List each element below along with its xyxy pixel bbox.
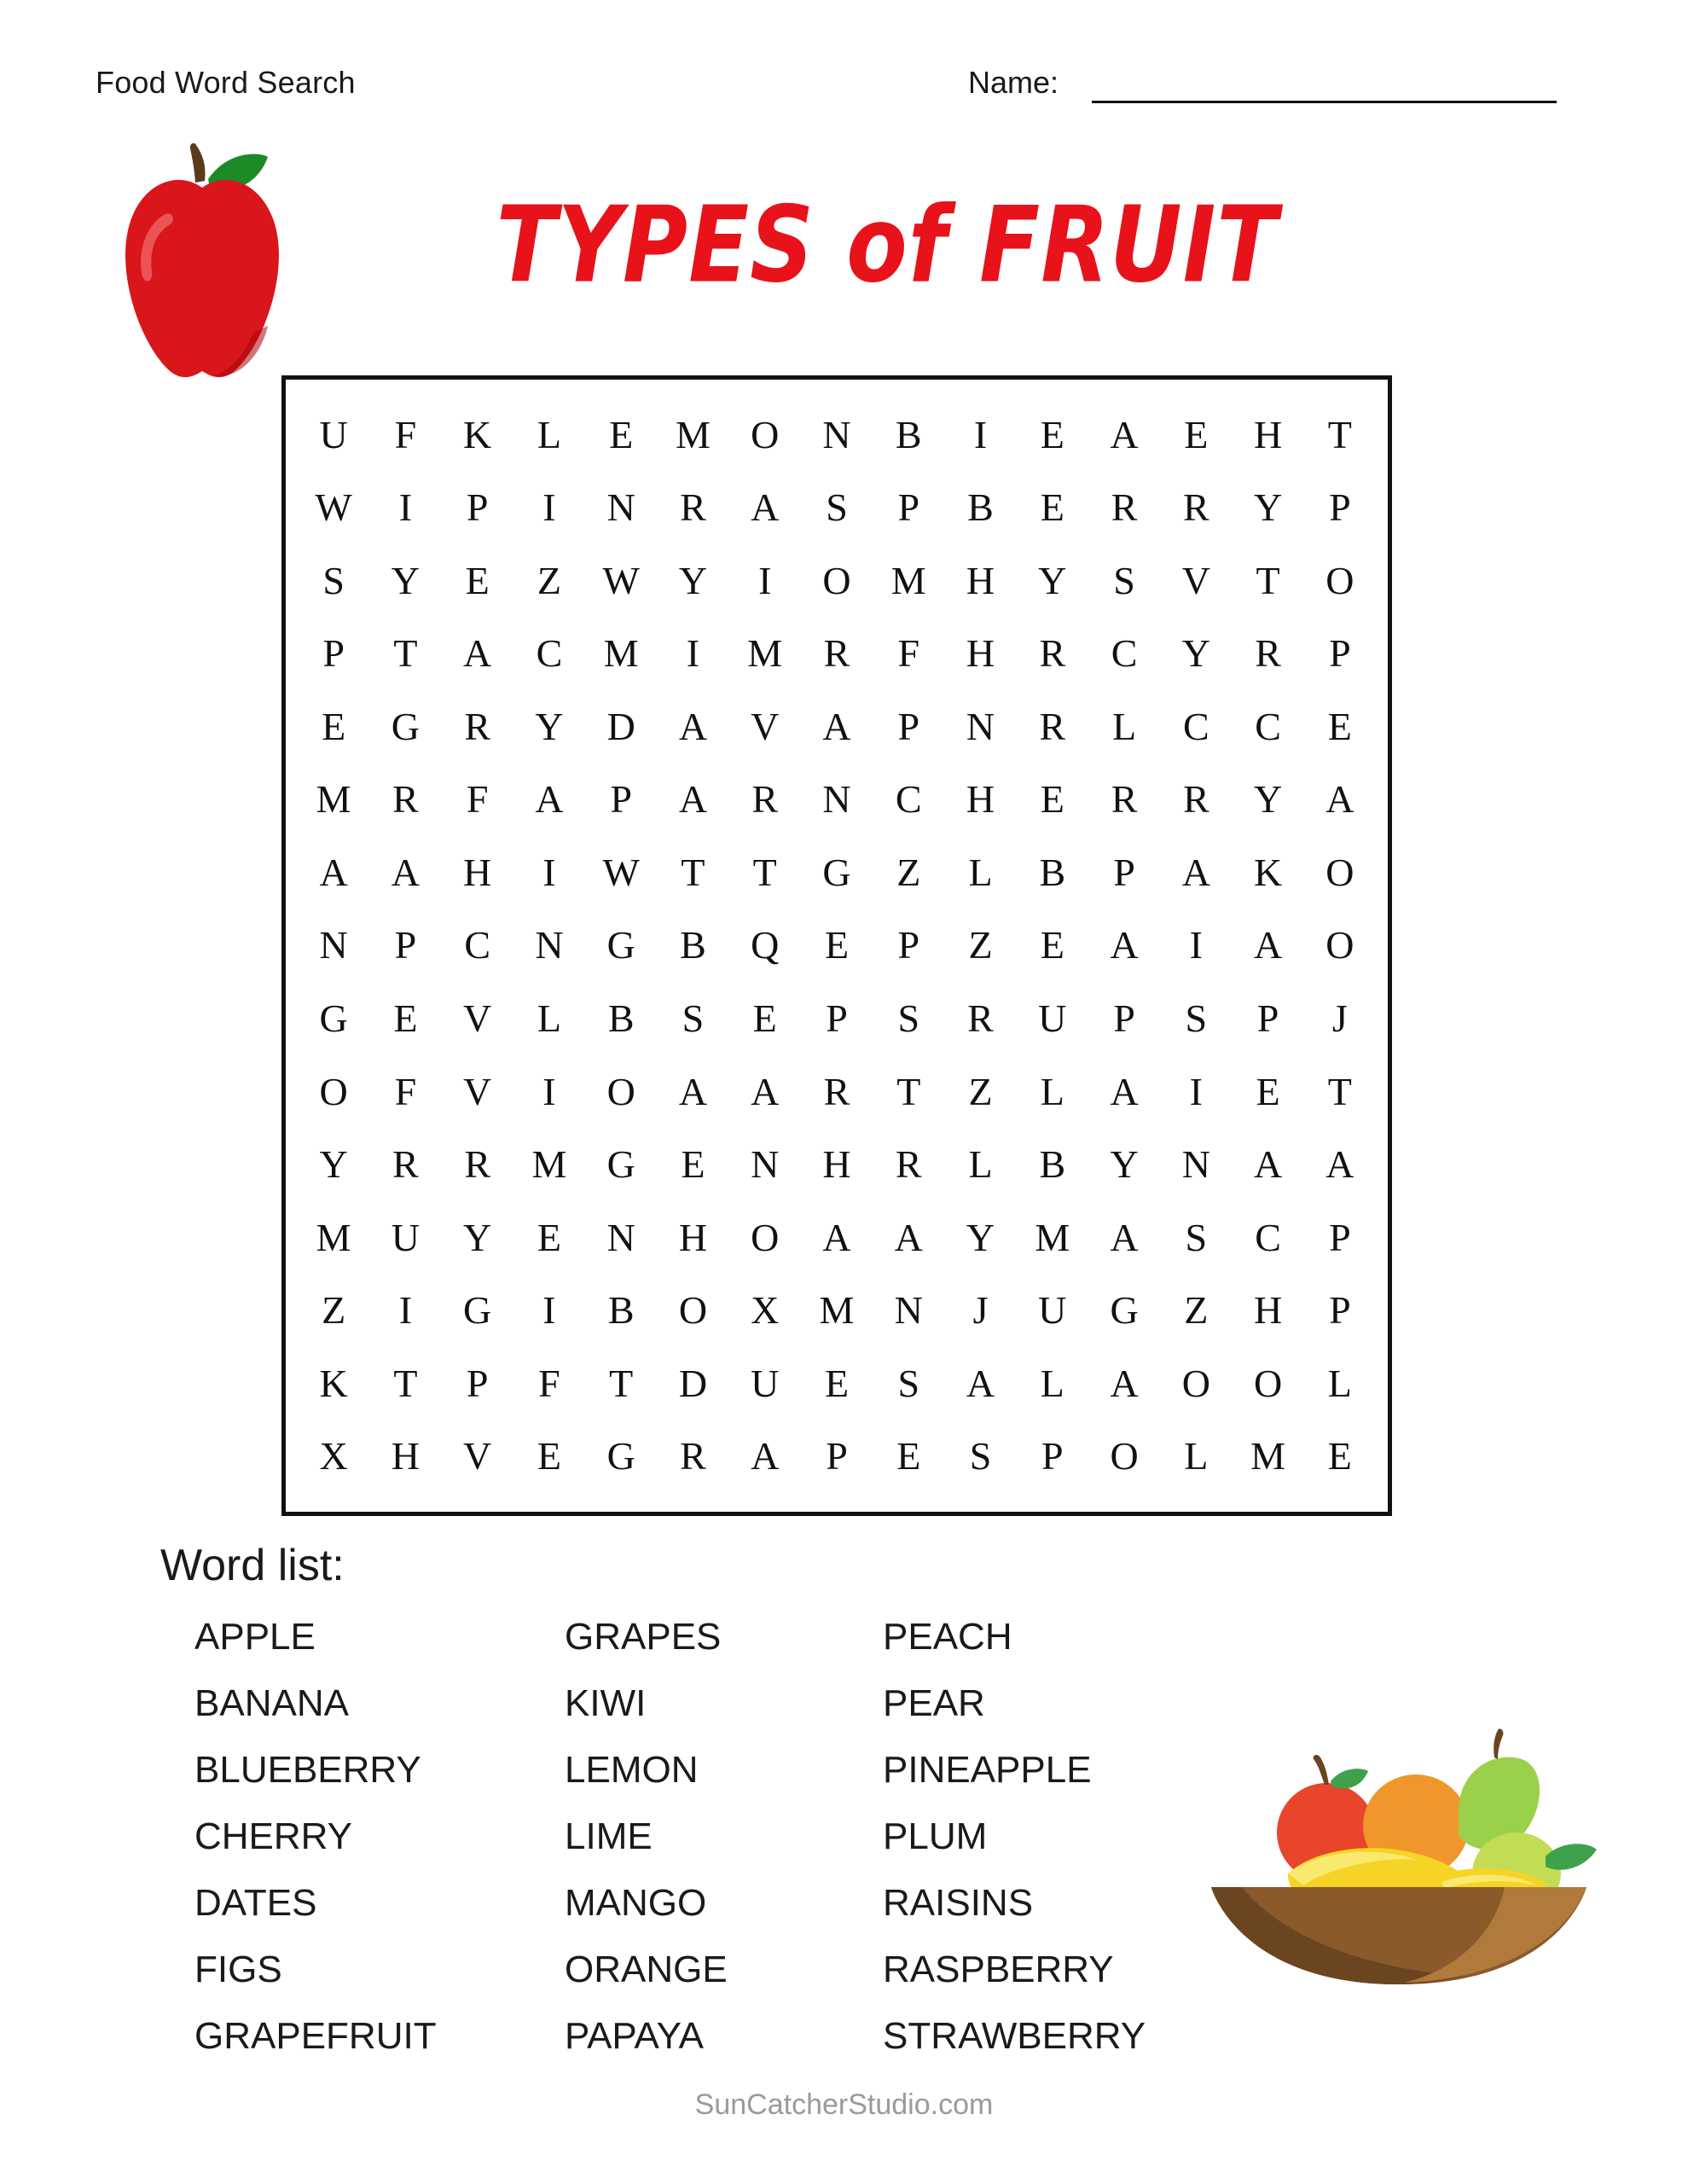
word-list-item[interactable]: ORANGE	[565, 1949, 728, 1990]
grid-cell[interactable]: A	[391, 850, 421, 894]
grid-cell[interactable]: T	[393, 1361, 418, 1405]
grid-cell[interactable]: T	[609, 1361, 634, 1405]
grid-cell[interactable]: P	[1329, 485, 1351, 530]
grid-cell[interactable]: Z	[1184, 1288, 1209, 1333]
grid-cell[interactable]: A	[751, 1069, 780, 1113]
grid-cell[interactable]: R	[967, 996, 994, 1041]
grid-cell[interactable]: E	[1327, 704, 1352, 748]
grid-cell[interactable]: Y	[1038, 558, 1067, 602]
grid-cell[interactable]: Z	[968, 923, 993, 967]
grid-cell[interactable]: A	[822, 1215, 851, 1259]
grid-cell[interactable]: M	[316, 777, 351, 822]
grid-cell[interactable]: O	[1181, 1361, 1210, 1405]
grid-cell[interactable]: I	[542, 485, 556, 530]
grid-cell[interactable]: C	[895, 777, 922, 822]
grid-cell[interactable]: Y	[1181, 631, 1210, 676]
grid-cell[interactable]: V	[751, 704, 780, 748]
grid-cell[interactable]: O	[1325, 923, 1354, 967]
grid-cell[interactable]: B	[1039, 1142, 1066, 1187]
grid-cell[interactable]: E	[322, 704, 346, 748]
grid-cell[interactable]: U	[319, 412, 348, 456]
grid-cell[interactable]: G	[606, 1434, 635, 1478]
grid-cell[interactable]: R	[1039, 631, 1066, 676]
grid-cell[interactable]: T	[393, 631, 418, 676]
grid-cell[interactable]: O	[1325, 850, 1354, 894]
word-list-item[interactable]: RAISINS	[883, 1882, 1034, 1924]
grid-cell[interactable]: E	[393, 996, 418, 1041]
grid-cell[interactable]: W	[315, 485, 352, 530]
grid-cell[interactable]: L	[1040, 1069, 1064, 1113]
grid-cell[interactable]: T	[752, 850, 777, 894]
grid-cell[interactable]: E	[824, 1361, 850, 1405]
grid-cell[interactable]: A	[678, 777, 708, 822]
grid-cell[interactable]: S	[969, 1434, 992, 1478]
word-list-item[interactable]: CHERRY	[194, 1815, 353, 1857]
grid-cell[interactable]: N	[966, 704, 995, 748]
grid-cell[interactable]: G	[319, 996, 348, 1041]
grid-cell[interactable]: Y	[966, 1215, 995, 1259]
grid-cell[interactable]: M	[676, 412, 711, 456]
grid-cell[interactable]: W	[602, 558, 640, 602]
grid-cell[interactable]: E	[537, 1215, 561, 1259]
word-list-item[interactable]: MANGO	[565, 1882, 707, 1924]
word-list-item[interactable]: GRAPES	[565, 1616, 722, 1658]
grid-cell[interactable]: C	[1255, 1215, 1281, 1259]
grid-cell[interactable]: F	[466, 777, 489, 822]
grid-cell[interactable]: F	[394, 412, 417, 456]
grid-cell[interactable]: A	[1325, 1142, 1354, 1187]
grid-cell[interactable]: Y	[678, 558, 708, 602]
grid-cell[interactable]: L	[1327, 1361, 1352, 1405]
grid-cell[interactable]: B	[895, 412, 922, 456]
grid-cell[interactable]: N	[1181, 1142, 1210, 1187]
grid-cell[interactable]: I	[973, 412, 988, 456]
grid-cell[interactable]: M	[316, 1215, 351, 1259]
grid-cell[interactable]: L	[1040, 1361, 1064, 1405]
word-list-item[interactable]: LEMON	[565, 1749, 699, 1791]
word-list-item[interactable]: KIWI	[565, 1682, 647, 1724]
grid-cell[interactable]: F	[897, 631, 920, 676]
grid-cell[interactable]: G	[606, 923, 635, 967]
grid-cell[interactable]: O	[1253, 1361, 1283, 1405]
grid-cell[interactable]: P	[610, 777, 632, 822]
grid-cell[interactable]: P	[394, 923, 417, 967]
grid-cell[interactable]: E	[465, 558, 490, 602]
grid-cell[interactable]: P	[322, 631, 345, 676]
grid-cell[interactable]: P	[1329, 631, 1351, 676]
word-list-column-3	[883, 1604, 1146, 2070]
grid-cell[interactable]: A	[1110, 1215, 1139, 1259]
grid-cell[interactable]: A	[1325, 777, 1354, 822]
grid-cell[interactable]: P	[826, 1434, 848, 1478]
grid-cell[interactable]: P	[1329, 1215, 1351, 1259]
grid-cell[interactable]: N	[822, 777, 851, 822]
grid-cell[interactable]: G	[822, 850, 851, 894]
grid-cell[interactable]: R	[1111, 485, 1138, 530]
grid-cell[interactable]: N	[319, 923, 348, 967]
grid-cell[interactable]: D	[606, 704, 635, 748]
grid-cell[interactable]: J	[972, 1288, 989, 1333]
word-list-item[interactable]: LIME	[565, 1815, 653, 1857]
grid-cell[interactable]: G	[606, 1142, 635, 1187]
grid-cell[interactable]: A	[751, 485, 780, 530]
grid-cell[interactable]: V	[463, 1069, 492, 1113]
grid-cell[interactable]: Z	[322, 1288, 346, 1333]
grid-cell[interactable]: G	[1110, 1288, 1139, 1333]
worksheet-type-label: Food Word Search	[96, 65, 356, 100]
word-list-column-2	[565, 1604, 728, 2070]
grid-cell[interactable]: R	[1182, 777, 1209, 822]
grid-cell[interactable]: G	[463, 1288, 492, 1333]
grid-cell[interactable]: R	[464, 704, 490, 748]
grid-cell[interactable]: H	[1253, 412, 1283, 456]
grid-cell[interactable]: P	[897, 923, 920, 967]
grid-cell[interactable]: I	[542, 1288, 556, 1333]
grid-cell[interactable]: I	[1189, 1069, 1203, 1113]
grid-cell[interactable]: I	[686, 631, 700, 676]
grid-cell[interactable]: A	[1110, 1069, 1139, 1113]
word-list-item[interactable]: BLUEBERRY	[194, 1749, 421, 1791]
grid-cell[interactable]: H	[966, 558, 995, 602]
grid-cell[interactable]: K	[1253, 850, 1283, 894]
grid-cell[interactable]: C	[1111, 631, 1138, 676]
grid-cell[interactable]: P	[1113, 996, 1135, 1041]
word-list-item[interactable]: APPLE	[194, 1616, 316, 1658]
grid-cell[interactable]: E	[537, 1434, 561, 1478]
grid-cell[interactable]: Y	[1110, 1142, 1139, 1187]
grid-cell[interactable]: S	[1113, 558, 1135, 602]
grid-cell[interactable]: E	[824, 923, 850, 967]
grid-cell[interactable]: A	[535, 777, 564, 822]
grid-cell[interactable]: E	[1040, 923, 1064, 967]
grid-cell[interactable]: F	[394, 1069, 417, 1113]
grid-cell[interactable]: D	[678, 1361, 708, 1405]
grid-cell[interactable]: A	[678, 1069, 708, 1113]
footer-attribution: SunCatcherStudio.com	[694, 2088, 994, 2121]
grid-cell[interactable]: H	[463, 850, 492, 894]
word-list-item[interactable]: PEACH	[883, 1616, 1012, 1658]
grid-cell[interactable]: Z	[896, 850, 921, 894]
grid-cell[interactable]: A	[822, 704, 851, 748]
word-list-item[interactable]: BANANA	[194, 1682, 349, 1724]
grid-cell[interactable]: N	[535, 923, 564, 967]
grid-cell[interactable]: U	[751, 1361, 780, 1405]
grid-cell[interactable]: Y	[463, 1215, 492, 1259]
grid-cell[interactable]: P	[897, 485, 920, 530]
grid-cell[interactable]: B	[607, 996, 635, 1041]
grid-cell[interactable]: P	[826, 996, 848, 1041]
grid-cell[interactable]: P	[466, 485, 489, 530]
grid-cell[interactable]: V	[1181, 558, 1210, 602]
name-label: Name:	[968, 65, 1059, 100]
word-list-heading: Word list:	[160, 1541, 345, 1590]
grid-cell[interactable]: T	[896, 1069, 921, 1113]
grid-cell[interactable]: Z	[537, 558, 561, 602]
grid-cell[interactable]: A	[1181, 850, 1210, 894]
grid-cell[interactable]: E	[896, 1434, 921, 1478]
grid-cell[interactable]: L	[1112, 704, 1137, 748]
grid-cell[interactable]: E	[1040, 412, 1064, 456]
grid-cell[interactable]: K	[319, 1361, 348, 1405]
grid-cell[interactable]: Q	[751, 923, 780, 967]
grid-cell[interactable]: L	[1184, 1434, 1209, 1478]
grid-cell[interactable]: B	[967, 485, 994, 530]
grid-cell[interactable]: Y	[1253, 777, 1283, 822]
grid-cell[interactable]: C	[1182, 704, 1209, 748]
grid-cell[interactable]: A	[751, 1434, 780, 1478]
grid-cell[interactable]: N	[894, 1288, 923, 1333]
grid-cell[interactable]: A	[1110, 1361, 1139, 1405]
grid-cell[interactable]: A	[894, 1215, 923, 1259]
grid-cell[interactable]: E	[752, 996, 777, 1041]
grid-cell[interactable]: S	[1185, 1215, 1208, 1259]
grid-cell[interactable]: N	[606, 1215, 635, 1259]
grid-cell[interactable]: F	[538, 1361, 560, 1405]
word-list-item[interactable]: PEAR	[883, 1682, 985, 1724]
grid-cell[interactable]: O	[822, 558, 851, 602]
grid-cell[interactable]: A	[319, 850, 348, 894]
grid-cell[interactable]: M	[603, 631, 639, 676]
grid-cell[interactable]: R	[464, 1142, 490, 1187]
word-list-item[interactable]: PAPAYA	[565, 2015, 705, 2057]
grid-cell[interactable]: K	[463, 412, 492, 456]
word-list-item[interactable]: PINEAPPLE	[883, 1749, 1092, 1791]
grid-cell[interactable]: S	[322, 558, 345, 602]
grid-cell[interactable]: Y	[391, 558, 421, 602]
grid-cell[interactable]: L	[537, 996, 561, 1041]
word-list-column-1	[194, 1604, 437, 2070]
grid-cell[interactable]: E	[609, 412, 634, 456]
grid-cell[interactable]: E	[1327, 1434, 1352, 1478]
grid-cell[interactable]: A	[966, 1361, 995, 1405]
page-title: TYPES of FRUIT	[496, 183, 1279, 306]
grid-cell[interactable]: B	[680, 923, 706, 967]
grid-cell[interactable]: M	[1250, 1434, 1286, 1478]
grid-cell[interactable]: V	[463, 996, 492, 1041]
grid-cell[interactable]: O	[319, 1069, 348, 1113]
grid-cell[interactable]: R	[823, 631, 850, 676]
word-list-item[interactable]: GRAPEFRUIT	[194, 2015, 437, 2057]
grid-cell[interactable]: R	[1111, 777, 1138, 822]
grid-cell[interactable]: S	[897, 996, 920, 1041]
grid-cell[interactable]: O	[751, 412, 780, 456]
grid-cell[interactable]: H	[678, 1215, 708, 1259]
grid-cell[interactable]: I	[542, 850, 556, 894]
grid-cell[interactable]: H	[1253, 1288, 1283, 1333]
grid-cell[interactable]: R	[680, 1434, 706, 1478]
grid-cell[interactable]: M	[1035, 1215, 1070, 1259]
grid-cell[interactable]: I	[1189, 923, 1203, 967]
grid-cell[interactable]: P	[466, 1361, 489, 1405]
grid-cell[interactable]: I	[398, 485, 413, 530]
grid-cell[interactable]: T	[1327, 1069, 1352, 1113]
fruit-bowl-icon	[1160, 1706, 1604, 1988]
grid-cell[interactable]: I	[398, 1288, 413, 1333]
grid-cell[interactable]: R	[1039, 704, 1066, 748]
grid-cell[interactable]: O	[751, 1215, 780, 1259]
grid-cell[interactable]: O	[606, 1069, 635, 1113]
word-list-item[interactable]: PLUM	[883, 1815, 988, 1857]
page-header	[0, 65, 1688, 116]
grid-cell[interactable]: N	[822, 412, 851, 456]
grid-cell[interactable]: P	[1041, 1434, 1064, 1478]
grid-cell[interactable]: H	[966, 631, 995, 676]
grid-cell[interactable]: A	[463, 631, 492, 676]
grid-cell[interactable]: Y	[319, 1142, 348, 1187]
grid-cell[interactable]: T	[681, 850, 705, 894]
grid-cell[interactable]: E	[681, 1142, 705, 1187]
grid-cell[interactable]: M	[747, 631, 783, 676]
grid-cell[interactable]: J	[1331, 996, 1348, 1041]
grid-cell[interactable]: O	[1110, 1434, 1139, 1478]
grid-cell[interactable]: E	[1040, 485, 1064, 530]
word-list-item[interactable]: FIGS	[194, 1949, 282, 1990]
grid-cell[interactable]: O	[1325, 558, 1354, 602]
grid-cell[interactable]: R	[1182, 485, 1209, 530]
grid-cell[interactable]: Y	[1253, 485, 1283, 530]
grid-cell[interactable]: P	[1256, 996, 1279, 1041]
grid-cell[interactable]: L	[968, 850, 993, 894]
grid-cell[interactable]: P	[1113, 850, 1135, 894]
grid-cell[interactable]: M	[531, 1142, 567, 1187]
grid-cell[interactable]: S	[1185, 996, 1208, 1041]
grid-cell[interactable]: A	[1110, 412, 1139, 456]
letter-grid[interactable]	[286, 380, 1388, 1512]
grid-cell[interactable]: A	[1110, 923, 1139, 967]
grid-cell[interactable]: G	[391, 704, 421, 748]
grid-cell[interactable]: M	[819, 1288, 855, 1333]
apple-icon	[78, 136, 326, 392]
grid-cell[interactable]: T	[1256, 558, 1280, 602]
grid-cell[interactable]: S	[682, 996, 705, 1041]
grid-cell[interactable]: H	[966, 777, 995, 822]
grid-cell[interactable]: E	[1184, 412, 1209, 456]
grid-cell[interactable]: A	[1253, 1142, 1283, 1187]
grid-cell[interactable]: I	[542, 1069, 556, 1113]
grid-cell[interactable]: V	[463, 1434, 492, 1478]
grid-cell[interactable]: A	[678, 704, 708, 748]
grid-cell[interactable]: E	[1256, 1069, 1280, 1113]
grid-cell[interactable]: U	[1038, 996, 1067, 1041]
grid-cell[interactable]: X	[751, 1288, 780, 1333]
grid-cell[interactable]: L	[537, 412, 561, 456]
grid-cell[interactable]: U	[1038, 1288, 1067, 1333]
grid-cell[interactable]: C	[536, 631, 563, 676]
grid-cell[interactable]: P	[897, 704, 920, 748]
grid-cell[interactable]: Z	[968, 1069, 993, 1113]
grid-cell[interactable]: L	[968, 1142, 993, 1187]
grid-cell[interactable]: N	[606, 485, 635, 530]
grid-cell[interactable]: O	[678, 1288, 708, 1333]
grid-cell[interactable]: C	[464, 923, 490, 967]
grid-cell[interactable]: W	[602, 850, 640, 894]
grid-cell[interactable]: R	[895, 1142, 922, 1187]
grid-cell[interactable]: B	[1039, 850, 1066, 894]
word-list-item[interactable]: DATES	[194, 1882, 317, 1924]
grid-cell[interactable]: R	[392, 777, 419, 822]
word-list-item[interactable]: STRAWBERRY	[883, 2015, 1146, 2057]
name-write-in-line[interactable]	[1092, 101, 1557, 103]
grid-cell[interactable]: R	[680, 485, 706, 530]
grid-cell[interactable]: T	[1327, 412, 1352, 456]
grid-cell[interactable]: P	[1329, 1288, 1351, 1333]
grid-cell[interactable]: B	[607, 1288, 635, 1333]
grid-cell[interactable]: C	[1255, 704, 1281, 748]
grid-cell[interactable]: H	[822, 1142, 851, 1187]
grid-cell[interactable]: A	[1253, 923, 1283, 967]
grid-cell[interactable]: S	[897, 1361, 920, 1405]
grid-cell[interactable]: R	[751, 777, 779, 822]
grid-cell[interactable]: R	[392, 1142, 419, 1187]
grid-cell[interactable]: U	[391, 1215, 421, 1259]
grid-cell[interactable]: S	[826, 485, 848, 530]
grid-cell[interactable]: I	[758, 558, 772, 602]
grid-cell[interactable]: M	[890, 558, 926, 602]
grid-cell[interactable]: Y	[535, 704, 564, 748]
grid-cell[interactable]: R	[823, 1069, 850, 1113]
grid-cell[interactable]: N	[751, 1142, 780, 1187]
word-search-puzzle[interactable]	[281, 375, 1392, 1516]
grid-cell[interactable]: R	[1255, 631, 1281, 676]
word-list-item[interactable]: RASPBERRY	[883, 1949, 1114, 1990]
grid-cell[interactable]: E	[1040, 777, 1064, 822]
grid-cell[interactable]: H	[391, 1434, 421, 1478]
grid-cell[interactable]: X	[319, 1434, 348, 1478]
